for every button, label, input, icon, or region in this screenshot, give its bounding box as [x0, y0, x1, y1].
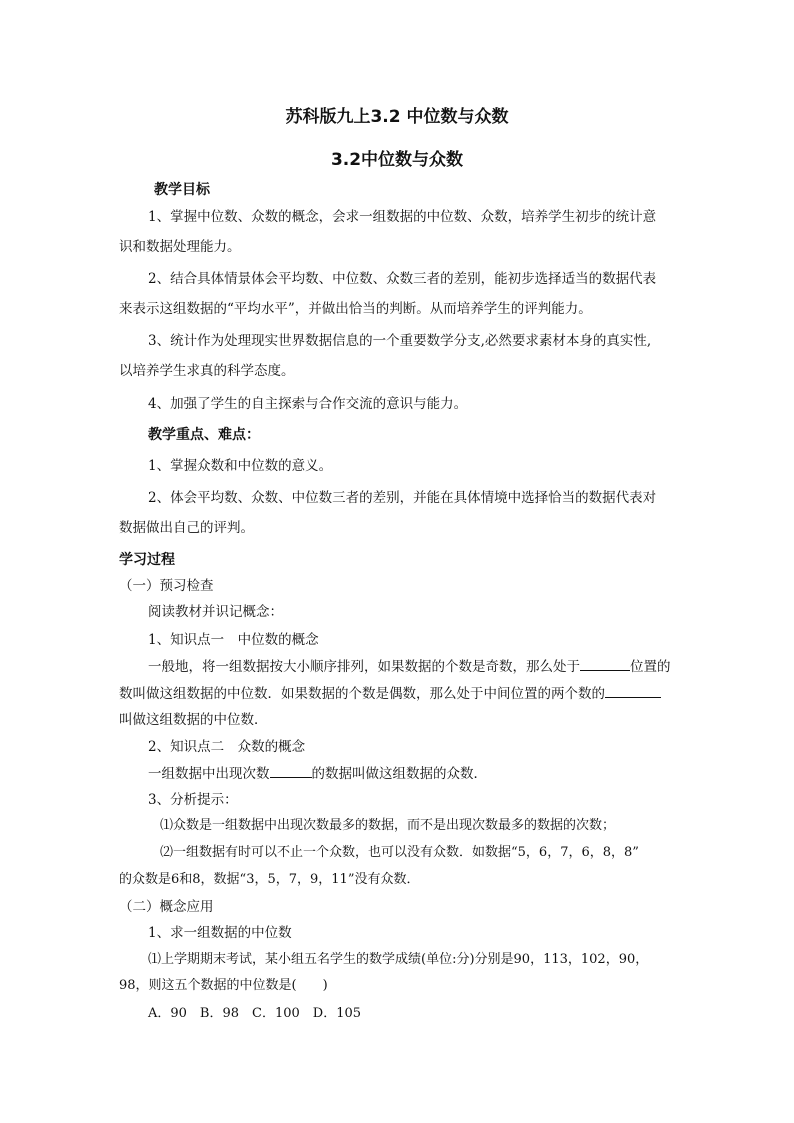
kp1-line-1-text-b: 位置的: [630, 659, 671, 675]
section-2-heading: （二）概念应用: [119, 899, 214, 915]
kp2-definition: [148, 763, 487, 784]
knowledge-point-2: 2、知识点二 众数的概念: [148, 739, 306, 755]
section-1-intro: 阅读教材并识记概念：: [148, 604, 283, 620]
section-1-heading: （一）预习检查: [119, 578, 214, 594]
kp2-text-b: 的数据叫做这组数据的众数．: [311, 766, 487, 782]
kp1-blank-2: [605, 683, 661, 698]
goal-4: 4、加强了学生的自主探索与合作交流的意识与能力。: [148, 396, 468, 412]
kp1-definition-line-1: [148, 656, 671, 677]
goal-1-line-1: 1、掌握中位数、众数的概念，会求一组数据的中位数、众数，培养学生初步的统计意: [148, 209, 657, 225]
goal-2-line-2: 来表示这组数据的“平均水平”，并做出恰当的判断。从而培养学生的评判能力。: [119, 301, 592, 317]
hint-1: ⑴众数是一组数据中出现次数最多的数据，而不是出现次数最多的数据的次数；: [160, 818, 616, 833]
kp1-line-2-text: 数叫做这组数据的中位数．如果数据的个数是偶数，那么处于中间位置的两个数的: [119, 686, 605, 702]
key-points-heading: 教学重点、难点：: [148, 427, 260, 443]
document-title: 苏科版九上3.2 中位数与众数: [285, 107, 509, 127]
analysis-hints-heading: 3、分析提示：: [148, 792, 238, 808]
kp1-line-1-text-a: 一般地，将一组数据按大小顺序排列，如果数据的个数是奇数，那么处于: [148, 659, 580, 675]
document-subtitle: 3.2中位数与众数: [330, 150, 464, 170]
key-point-2-line-1: 2、体会平均数、众数、中位数三者的差别，并能在具体情境中选择恰当的数据代表对: [148, 490, 657, 506]
key-point-2-line-2: 数据做出自己的评判。: [119, 520, 254, 536]
kp1-definition-line-2: [119, 683, 661, 704]
hint-2-line-1: ⑵一组数据有时可以不止一个众数，也可以没有众数．如数据“5，6，7，6，8，8”: [160, 845, 639, 860]
application-1-heading: 1、求一组数据的中位数: [148, 925, 292, 941]
question-1-line-1: ⑴上学期期末考试，某小组五名学生的数学成绩(单位:分)分别是90，113，102，90，: [148, 952, 649, 967]
goal-1-line-2: 识和数据处理能力。: [119, 239, 241, 255]
key-point-1: 1、掌握众数和中位数的意义。: [148, 458, 333, 474]
goal-3-line-1: 3、统计作为处理现实世界数据信息的一个重要数学分支,必然要求素材本身的真实性,: [148, 333, 652, 349]
goal-2-line-1: 2、结合具体情景体会平均数、中位数、众数三者的差别，能初步选择适当的数据代表: [148, 271, 657, 287]
kp1-definition-line-3: 叫做这组数据的中位数．: [119, 712, 268, 728]
hint-2-line-2: 的众数是6和8，数据“3，5，7，9，11”没有众数．: [119, 872, 420, 887]
question-1-options: A．90 B．98 C．100 D．105: [148, 1006, 362, 1021]
kp2-blank: [270, 763, 312, 778]
process-heading: 学习过程: [119, 552, 175, 568]
goal-3-line-2: 以培养学生求真的科学态度。: [119, 363, 295, 379]
knowledge-point-1: 1、知识点一 中位数的概念: [148, 632, 319, 648]
question-1-line-2: 98，则这五个数据的中位数是( ): [119, 978, 328, 993]
goals-heading: 教学目标: [154, 182, 210, 198]
kp2-text-a: 一组数据中出现次数: [148, 766, 270, 782]
kp1-blank-1: [580, 656, 630, 671]
